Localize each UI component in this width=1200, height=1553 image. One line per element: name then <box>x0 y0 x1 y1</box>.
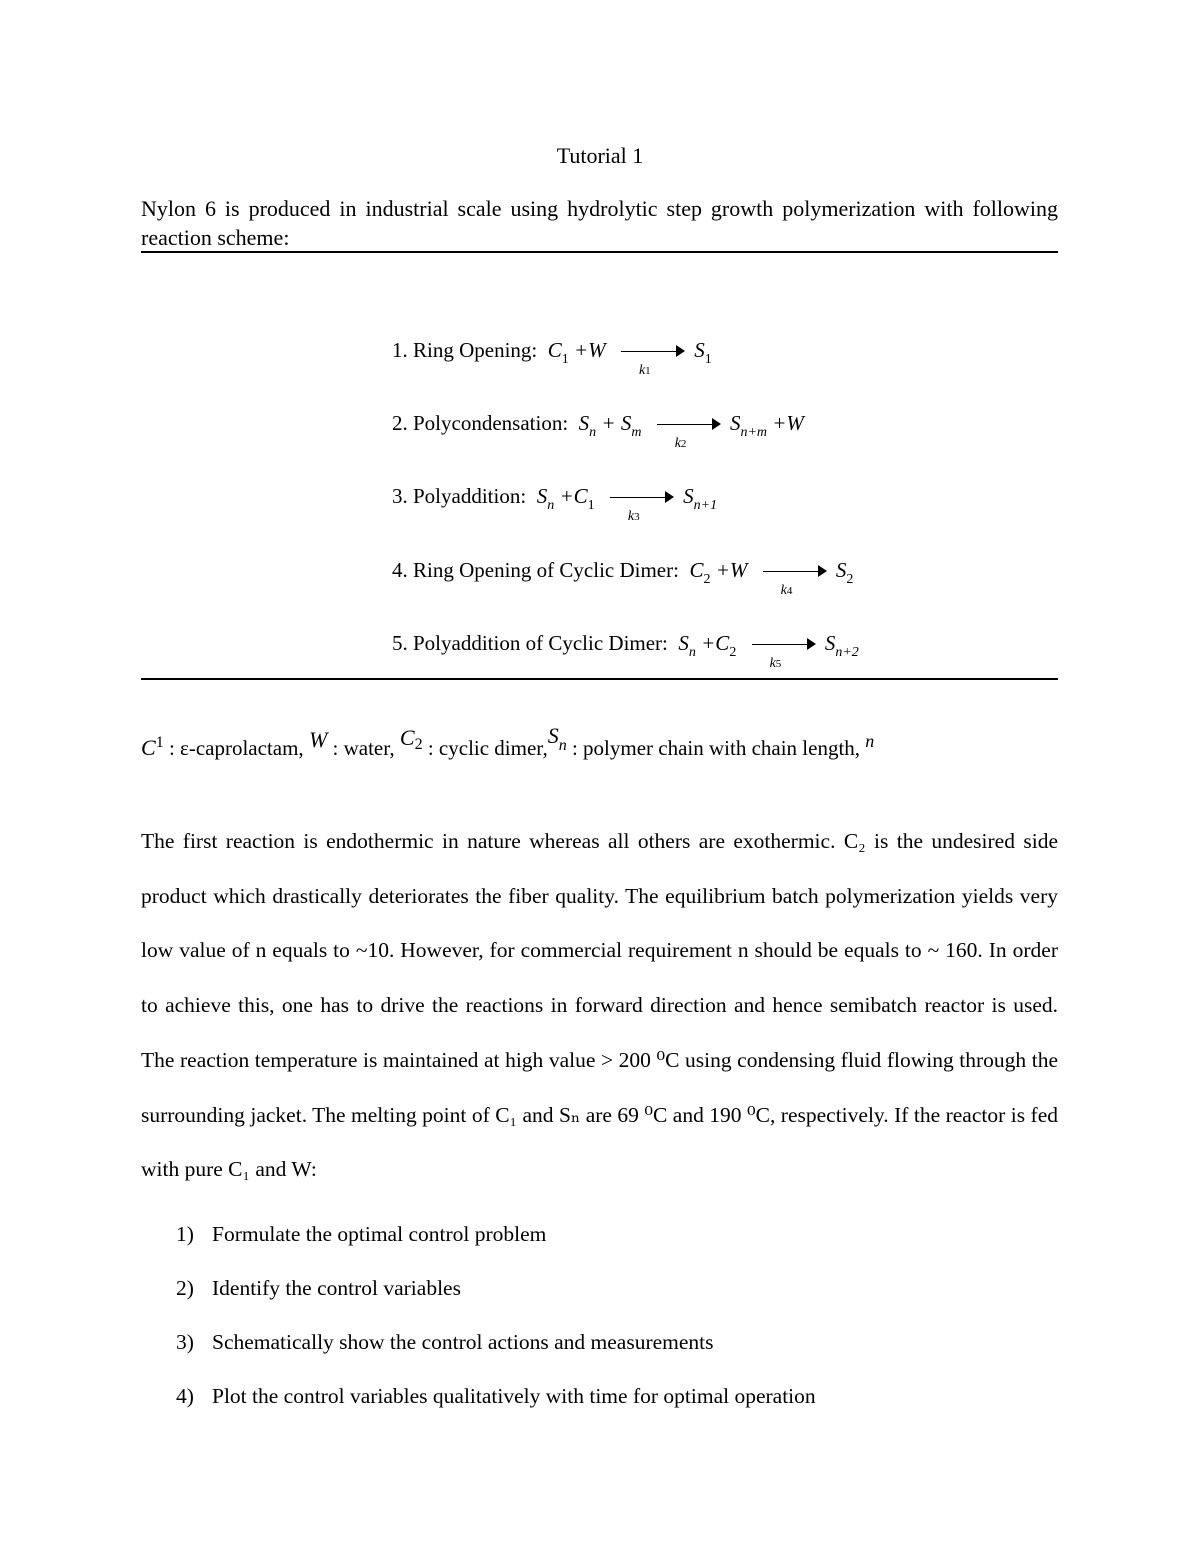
task-list <box>176 1222 816 1438</box>
product-subscript: 2 <box>846 572 854 587</box>
reactant-2: +C <box>559 484 588 508</box>
legend-sn-subscript: n <box>558 737 567 754</box>
legend-c2-desc: : cyclic dimer, <box>427 736 548 760</box>
reactant-2: +W <box>574 338 606 362</box>
legend-c1-subscript: 1 <box>155 734 164 751</box>
reactant-symbol: S <box>578 411 590 435</box>
task-number: 4) <box>176 1384 194 1408</box>
legend-sn-desc: : polymer chain with chain length, <box>571 736 861 760</box>
reactant-symbol: C <box>689 558 704 582</box>
legend-n-symbol: n <box>865 731 875 751</box>
reactant-2-subscript: m <box>631 425 642 440</box>
top-rule <box>141 251 1058 253</box>
intro-paragraph: Nylon 6 is produced in industrial scale using hydrolytic step growth polymerization with following reaction scheme: <box>141 196 1058 250</box>
reactant-2: +W <box>715 558 748 582</box>
reaction-name: Polyaddition of Cyclic Dimer: <box>413 631 668 655</box>
reactant-symbol: S <box>536 484 548 508</box>
reaction-number: 5. <box>392 631 408 655</box>
rate-constant-index: 1 <box>645 365 651 378</box>
reactant-subscript: 2 <box>703 572 711 587</box>
rate-constant-index: 4 <box>786 585 793 598</box>
product-subscript: n+m <box>740 425 768 440</box>
reaction-number: 4. <box>392 558 408 582</box>
legend-w-desc: : water, <box>332 736 395 760</box>
task-text: Schematically show the control actions and measurements <box>212 1330 714 1354</box>
reaction-4 <box>392 558 853 598</box>
reaction-number: 1. <box>392 338 408 362</box>
list-item <box>176 1222 816 1276</box>
task-text: Plot the control variables qualitatively with time for optimal operation <box>212 1384 816 1408</box>
reaction-name: Ring Opening: <box>413 338 538 362</box>
list-item <box>176 1330 816 1384</box>
product-symbol: S <box>835 558 847 582</box>
product-subscript: n+1 <box>693 498 718 513</box>
legend-c2-subscript: 2 <box>414 736 423 753</box>
bottom-rule <box>141 678 1058 680</box>
product-subscript: 1 <box>704 352 712 367</box>
reactant-2-subscript: 1 <box>587 498 595 513</box>
task-text: Formulate the optimal control problem <box>212 1222 547 1246</box>
reactant-subscript: n <box>547 498 555 513</box>
reaction-arrow-icon: k5 <box>746 634 816 656</box>
legend-c1-desc: : ε-caprolactam, <box>168 736 304 760</box>
reaction-number: 3. <box>392 484 408 508</box>
list-item <box>176 1276 816 1330</box>
task-text: Identify the control variables <box>212 1276 461 1300</box>
rate-constant-index: 3 <box>634 511 640 524</box>
reactant-2: + S <box>601 411 632 435</box>
reaction-name: Polycondensation: <box>413 411 569 435</box>
reactant-2: +C <box>701 631 730 655</box>
list-item <box>176 1384 816 1438</box>
reaction-arrow-icon: k4 <box>757 561 827 583</box>
reactant-subscript: n <box>688 645 696 660</box>
legend-w-symbol: W <box>308 727 328 752</box>
reactant-symbol: S <box>678 631 689 655</box>
task-number: 3) <box>176 1330 194 1354</box>
reactant-symbol: C <box>547 338 562 362</box>
product-symbol: S <box>824 631 836 655</box>
reactant-2-subscript: 2 <box>729 645 737 660</box>
reaction-name: Polyaddition: <box>413 484 527 508</box>
product-subscript: n+2 <box>835 645 859 660</box>
reaction-1 <box>392 338 712 378</box>
reaction-5 <box>392 631 859 671</box>
product-symbol: S <box>683 484 694 508</box>
reaction-2 <box>392 411 804 451</box>
product-tail: +W <box>772 411 804 435</box>
reaction-arrow-icon: k1 <box>615 341 685 363</box>
task-number: 1) <box>176 1222 194 1246</box>
reaction-arrow-icon: k2 <box>651 414 721 436</box>
legend-c1-symbol: C <box>141 735 156 760</box>
reaction-3 <box>392 484 717 524</box>
reactant-subscript: n <box>589 425 597 440</box>
rate-constant-index: 2 <box>680 438 687 451</box>
reaction-number: 2. <box>392 411 408 435</box>
page-title: Tutorial 1 <box>556 143 644 168</box>
reaction-arrow-icon: k3 <box>604 487 674 509</box>
body-paragraph: The first reaction is endothermic in nature whereas all others are exothermic. C₂ is the undesired side product which drastically deteriorates the fiber quality. The equilibrium batch polymerization yields very low value of n equals to ~10. However, for commercial requirement n should be equals to ~ 160. In order to achieve this, one has to drive the reactions in forward direction and hence semibatch reactor is used. The reaction temperature is maintained at high value > 200 ⁰C using condensing fluid flowing through the surrounding jacket. The melting point of C₁ and Sₙ are 69 ⁰C and 190 ⁰C, respectively. If the reactor is fed with pure C₁ and W: <box>141 829 1058 1182</box>
symbol-legend <box>141 723 875 761</box>
legend-c2-symbol: C <box>399 725 415 750</box>
task-number: 2) <box>176 1276 194 1300</box>
reactant-subscript: 1 <box>561 352 569 367</box>
product-symbol: S <box>694 338 705 362</box>
product-symbol: S <box>729 411 741 435</box>
legend-sn-symbol: S <box>547 723 559 748</box>
rate-constant-index: 5 <box>775 658 782 671</box>
reaction-name: Ring Opening of Cyclic Dimer: <box>413 558 679 582</box>
